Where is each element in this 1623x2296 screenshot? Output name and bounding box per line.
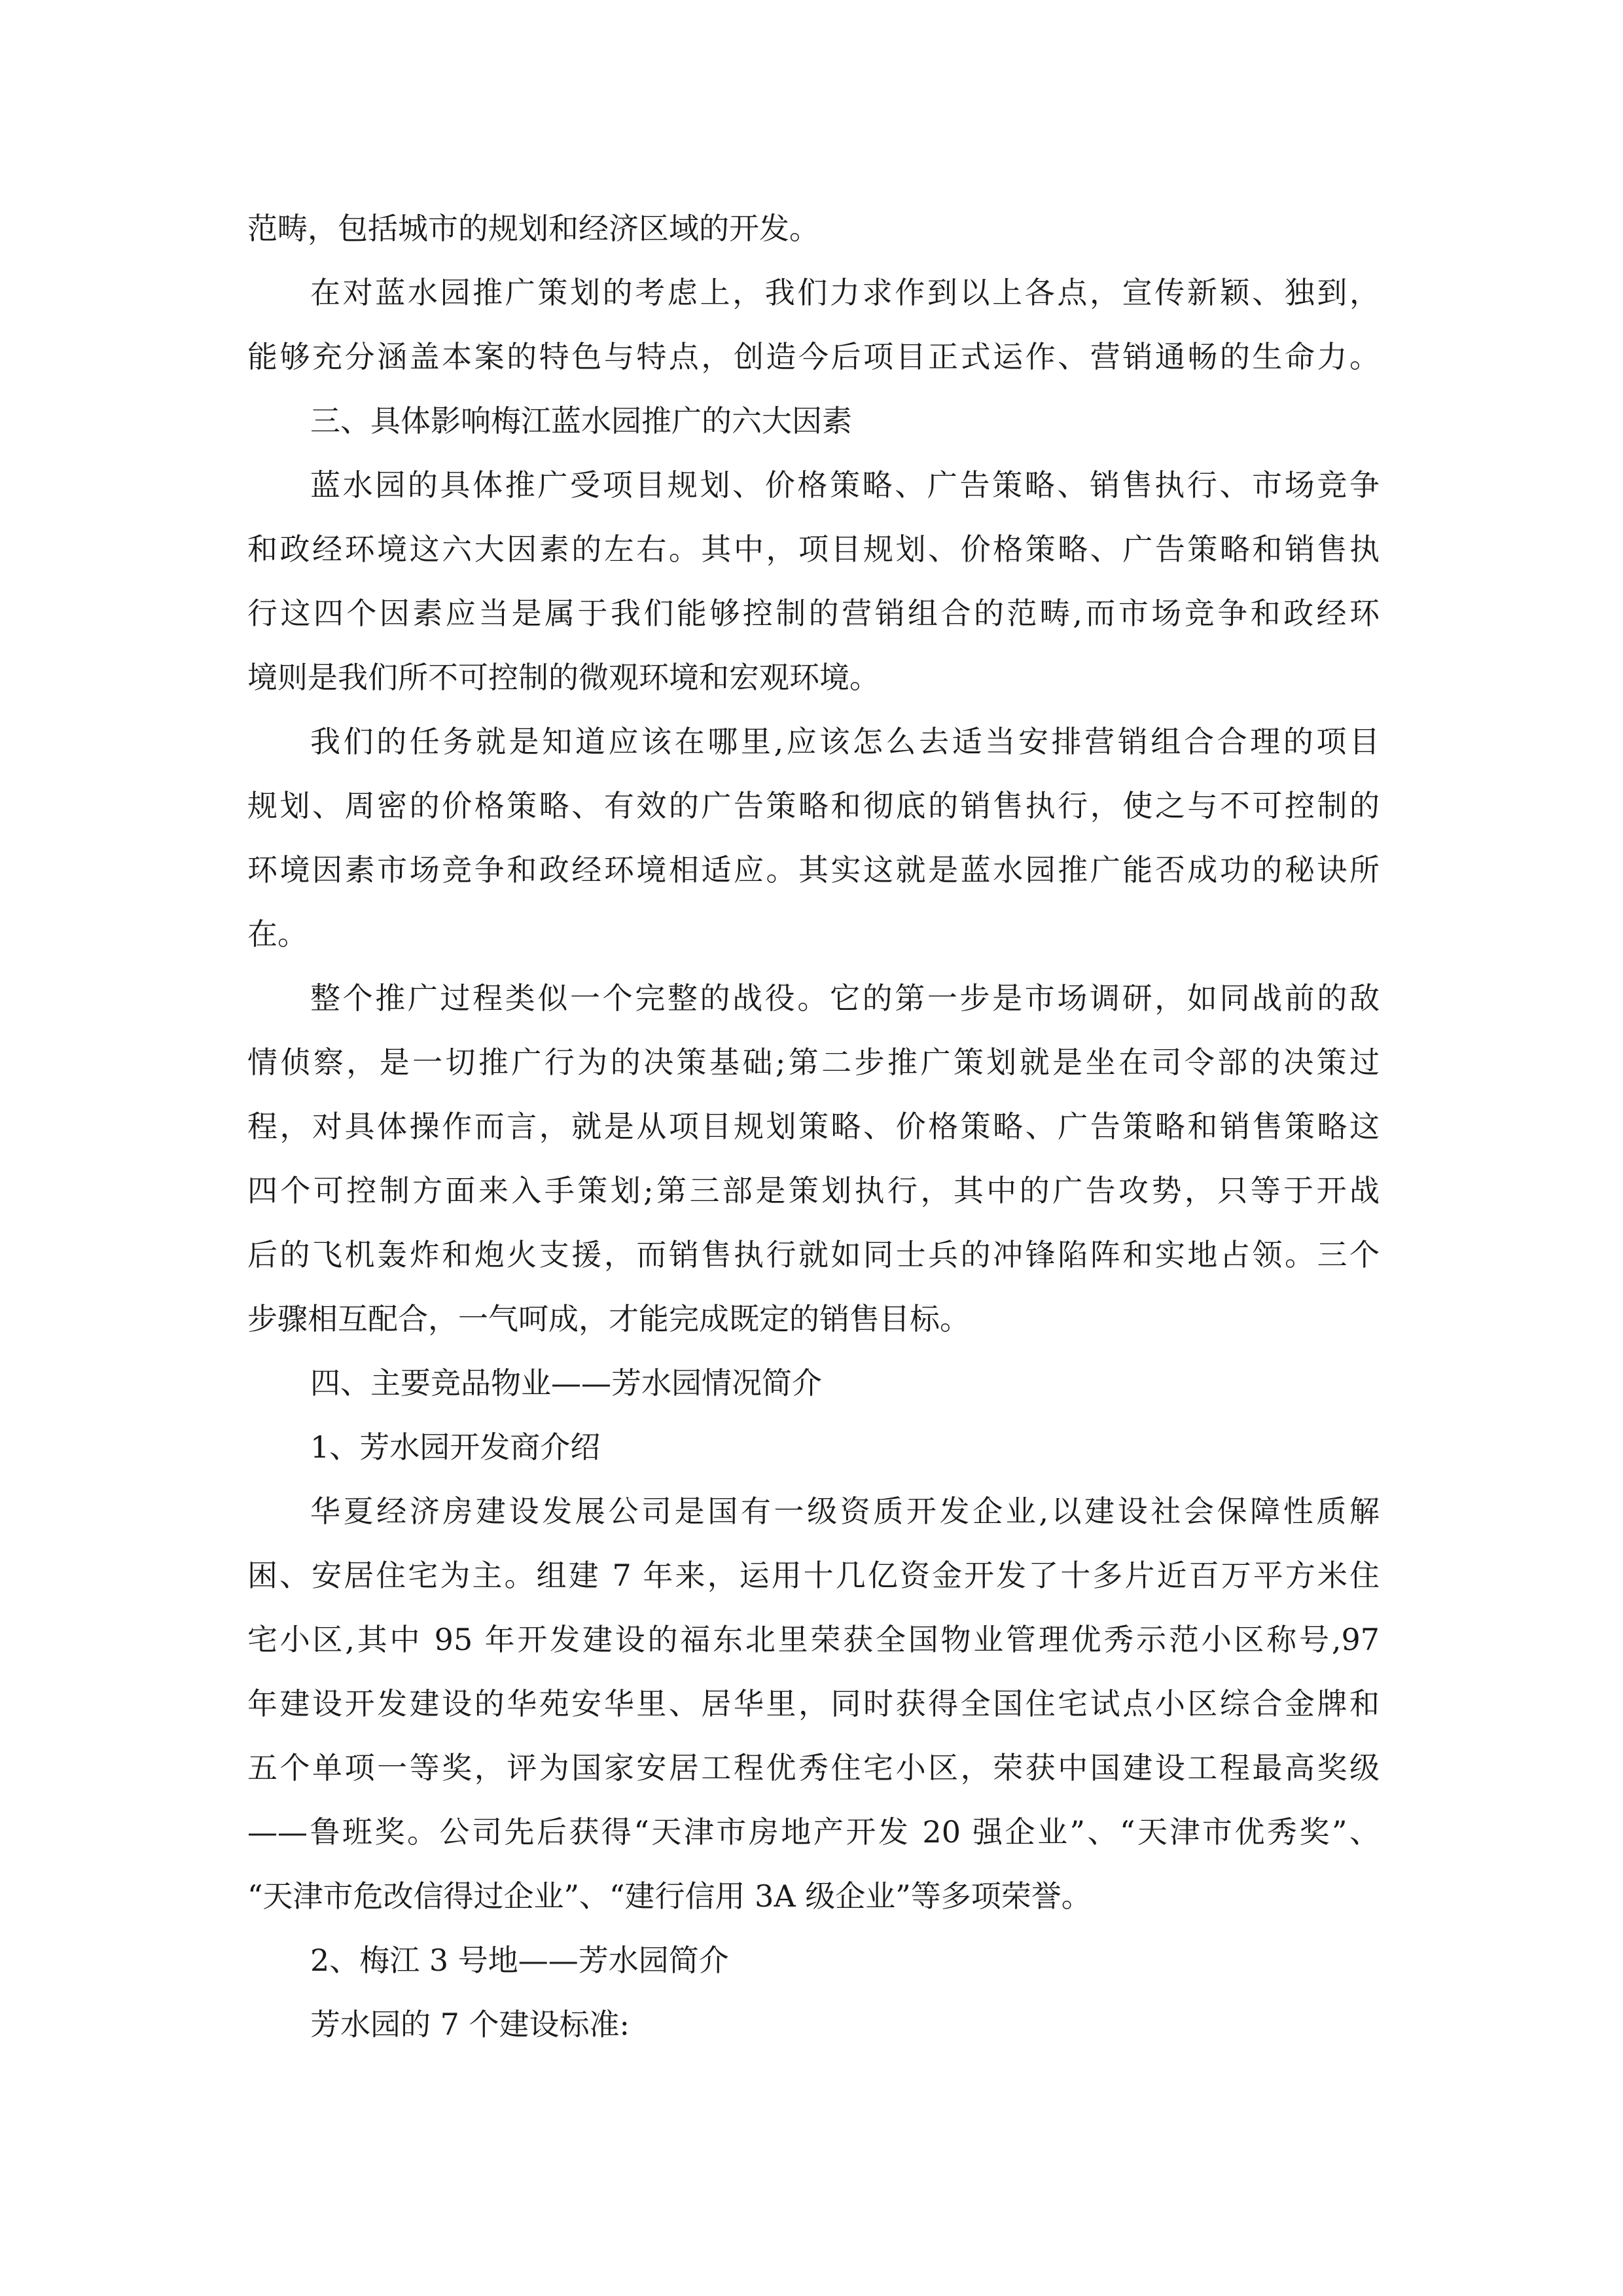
paragraph-line: 能够充分涵盖本案的特色与特点，创造今后项目正式运作、营销通畅的生命力。 bbox=[247, 339, 1380, 374]
paragraph-line: 环境因素市场竞争和政经环境相适应。其实这就是蓝水园推广能否成功的秘诀所 bbox=[247, 852, 1380, 888]
paragraph-line: 境则是我们所不可控制的微观环境和宏观环境。 bbox=[247, 660, 880, 695]
document-page bbox=[247, 196, 1380, 2056]
paragraph-line: 在对蓝水园推广策划的考虑上，我们力求作到以上各点，宣传新颖、独到， bbox=[310, 275, 1380, 310]
paragraph-line: 困、安居住宅为主。组建 7 年来，运用十几亿资金开发了十多片近百万平方米住 bbox=[247, 1558, 1380, 1593]
subsection-heading: 1、芳水园开发商介绍 bbox=[310, 1429, 601, 1465]
section-heading: 三、具体影响梅江蓝水园推广的六大因素 bbox=[310, 403, 852, 439]
paragraph-line: 我们的任务就是知道应该在哪里,应该怎么去适当安排营销组合合理的项目 bbox=[310, 724, 1380, 759]
paragraph-line: 五个单项一等奖，评为国家安居工程优秀住宅小区，荣获中国建设工程最高奖级 bbox=[247, 1750, 1380, 1785]
subsection-heading: 2、梅江 3 号地——芳水园简介 bbox=[310, 1943, 729, 1978]
section-heading: 四、主要竞品物业——芳水园情况简介 bbox=[310, 1365, 822, 1401]
paragraph-line: 年建设开发建设的华苑安华里、居华里，同时获得全国住宅试点小区综合金牌和 bbox=[247, 1686, 1380, 1721]
paragraph-line: 范畴，包括城市的规划和经济区域的开发。 bbox=[247, 211, 819, 246]
paragraph-line: 整个推广过程类似一个完整的战役。它的第一步是市场调研，如同战前的敌 bbox=[310, 980, 1380, 1016]
paragraph-line: 后的飞机轰炸和炮火支援，而销售执行就如同士兵的冲锋陷阵和实地占领。三个 bbox=[247, 1237, 1380, 1272]
paragraph-line: 芳水园的 7 个建设标准: bbox=[310, 2007, 630, 2042]
paragraph-line: 四个可控制方面来入手策划;第三部是策划执行，其中的广告攻势，只等于开战 bbox=[247, 1173, 1380, 1208]
paragraph-line: 情侦察，是一切推广行为的决策基础;第二步推广策划就是坐在司令部的决策过 bbox=[247, 1045, 1380, 1080]
paragraph-line: 在。 bbox=[247, 916, 308, 952]
paragraph-line: 华夏经济房建设发展公司是国有一级资质开发企业,以建设社会保障性质解 bbox=[310, 1494, 1380, 1529]
paragraph-line: 蓝水园的具体推广受项目规划、价格策略、广告策略、销售执行、市场竞争 bbox=[310, 467, 1380, 503]
paragraph-line: 宅小区,其中 95 年开发建设的福东北里荣获全国物业管理优秀示范小区称号,97 bbox=[247, 1622, 1380, 1657]
paragraph-line: 步骤相互配合，一气呵成，才能完成既定的销售目标。 bbox=[247, 1301, 970, 1336]
paragraph-line: 程，对具体操作而言，就是从项目规划策略、价格策略、广告策略和销售策略这 bbox=[247, 1109, 1380, 1144]
paragraph-line: 规划、周密的价格策略、有效的广告策略和彻底的销售执行，使之与不可控制的 bbox=[247, 788, 1380, 823]
paragraph-line: 行这四个因素应当是属于我们能够控制的营销组合的范畴,而市场竞争和政经环 bbox=[247, 596, 1380, 631]
paragraph-line: “天津市危改信得过企业”、“建行信用 3A 级企业”等多项荣誉。 bbox=[247, 1878, 1092, 1914]
paragraph-line: ——鲁班奖。公司先后获得“天津市房地产开发 20 强企业”、“天津市优秀奖”、 bbox=[247, 1814, 1380, 1850]
paragraph-line: 和政经环境这六大因素的左右。其中，项目规划、价格策略、广告策略和销售执 bbox=[247, 531, 1380, 567]
